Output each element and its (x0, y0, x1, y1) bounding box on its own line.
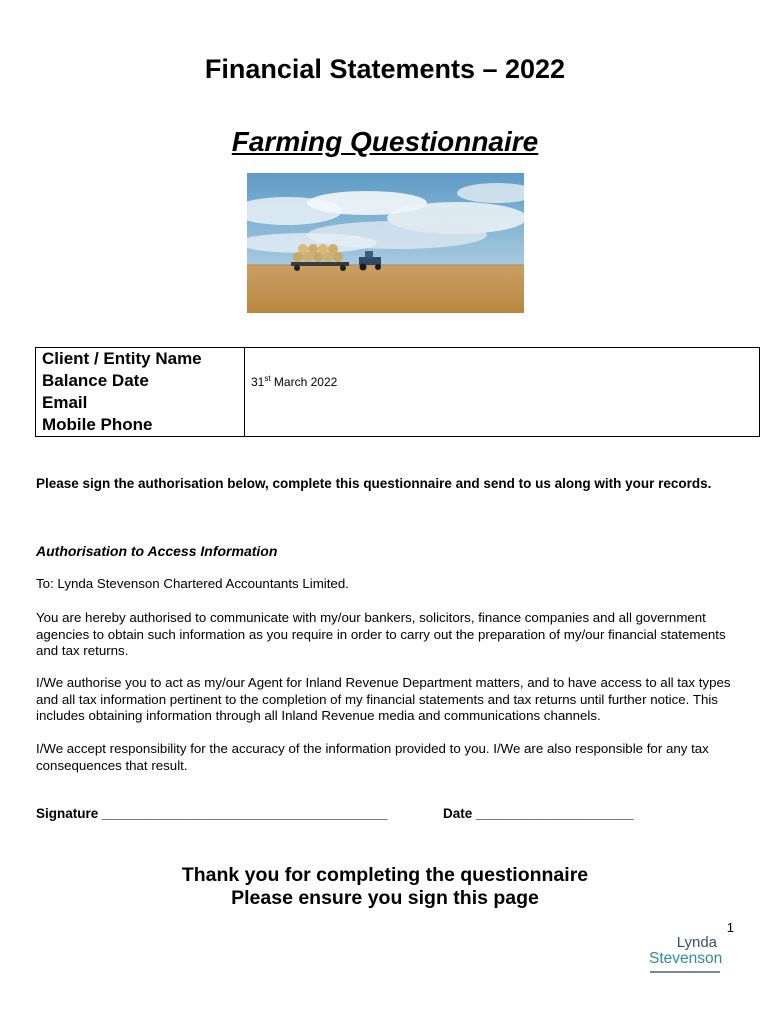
date-line[interactable]: Date _____________________ (443, 806, 634, 821)
authorisation-paragraph-1: You are hereby authorised to communicate with my/our bankers, solicitors, finance companies and all government agencies to obtain such information as you require in order to carry out the preparation of my/our financial statements and tax returns. (36, 610, 726, 658)
closing-sign-reminder: Please ensure you sign this page (231, 887, 539, 909)
balance-date-day: 31 (251, 374, 265, 389)
mobile-phone-label: Mobile Phone (36, 414, 245, 437)
authorisation-paragraph-2: I/We authorise you to act as my/our Agent for Inland Revenue Department matters, and to have access to all tax types and all tax information pertinent to the completion of my financial statements and tax returns until further notice. This includes obtaining information through all Inland Revenue media and communications channels. (36, 675, 731, 723)
logo-tagline-mark (650, 970, 720, 974)
document-title: Financial Statements – 2022 (204, 54, 566, 84)
balance-date-suffix: st (264, 373, 271, 383)
table-row (36, 348, 760, 371)
logo-stevenson: Stevenson (649, 950, 723, 967)
authorisation-paragraph-3: I/We accept responsibility for the accuracy of the information provided to you. I/We are also responsible for any tax consequences that result. (36, 741, 709, 773)
email-label: Email (36, 392, 245, 414)
farm-field-photo (247, 173, 524, 313)
table-row (36, 370, 760, 392)
authorisation-heading: Authorisation to Access Information (36, 543, 278, 559)
farm-field-image (247, 173, 524, 313)
balance-date-label: Balance Date (36, 370, 245, 392)
mobile-phone-field[interactable] (245, 414, 760, 437)
closing-thanks: Thank you for completing the questionnaire (181, 864, 589, 886)
authorisation-recipient: To: Lynda Stevenson Chartered Accountants Limited. (36, 576, 349, 591)
email-field[interactable] (245, 392, 760, 414)
document-subtitle: Farming Questionnaire (231, 126, 539, 157)
table-row (36, 414, 760, 437)
page-number: 1 (726, 920, 734, 935)
client-name-field[interactable] (245, 348, 760, 371)
logo-lynda: Lynda (676, 934, 717, 951)
client-name-label: Client / Entity Name (36, 348, 245, 371)
client-details-table (35, 347, 760, 437)
table-row (36, 392, 760, 414)
signature-line[interactable]: Signature ______________________________________ (36, 806, 388, 821)
balance-date-month-year: March 2022 (270, 374, 338, 389)
intro-instructions: Please sign the authorisation below, complete this questionnaire and send to us along with your records. (36, 476, 712, 491)
balance-date-field[interactable] (245, 370, 760, 392)
company-logo (647, 935, 727, 980)
